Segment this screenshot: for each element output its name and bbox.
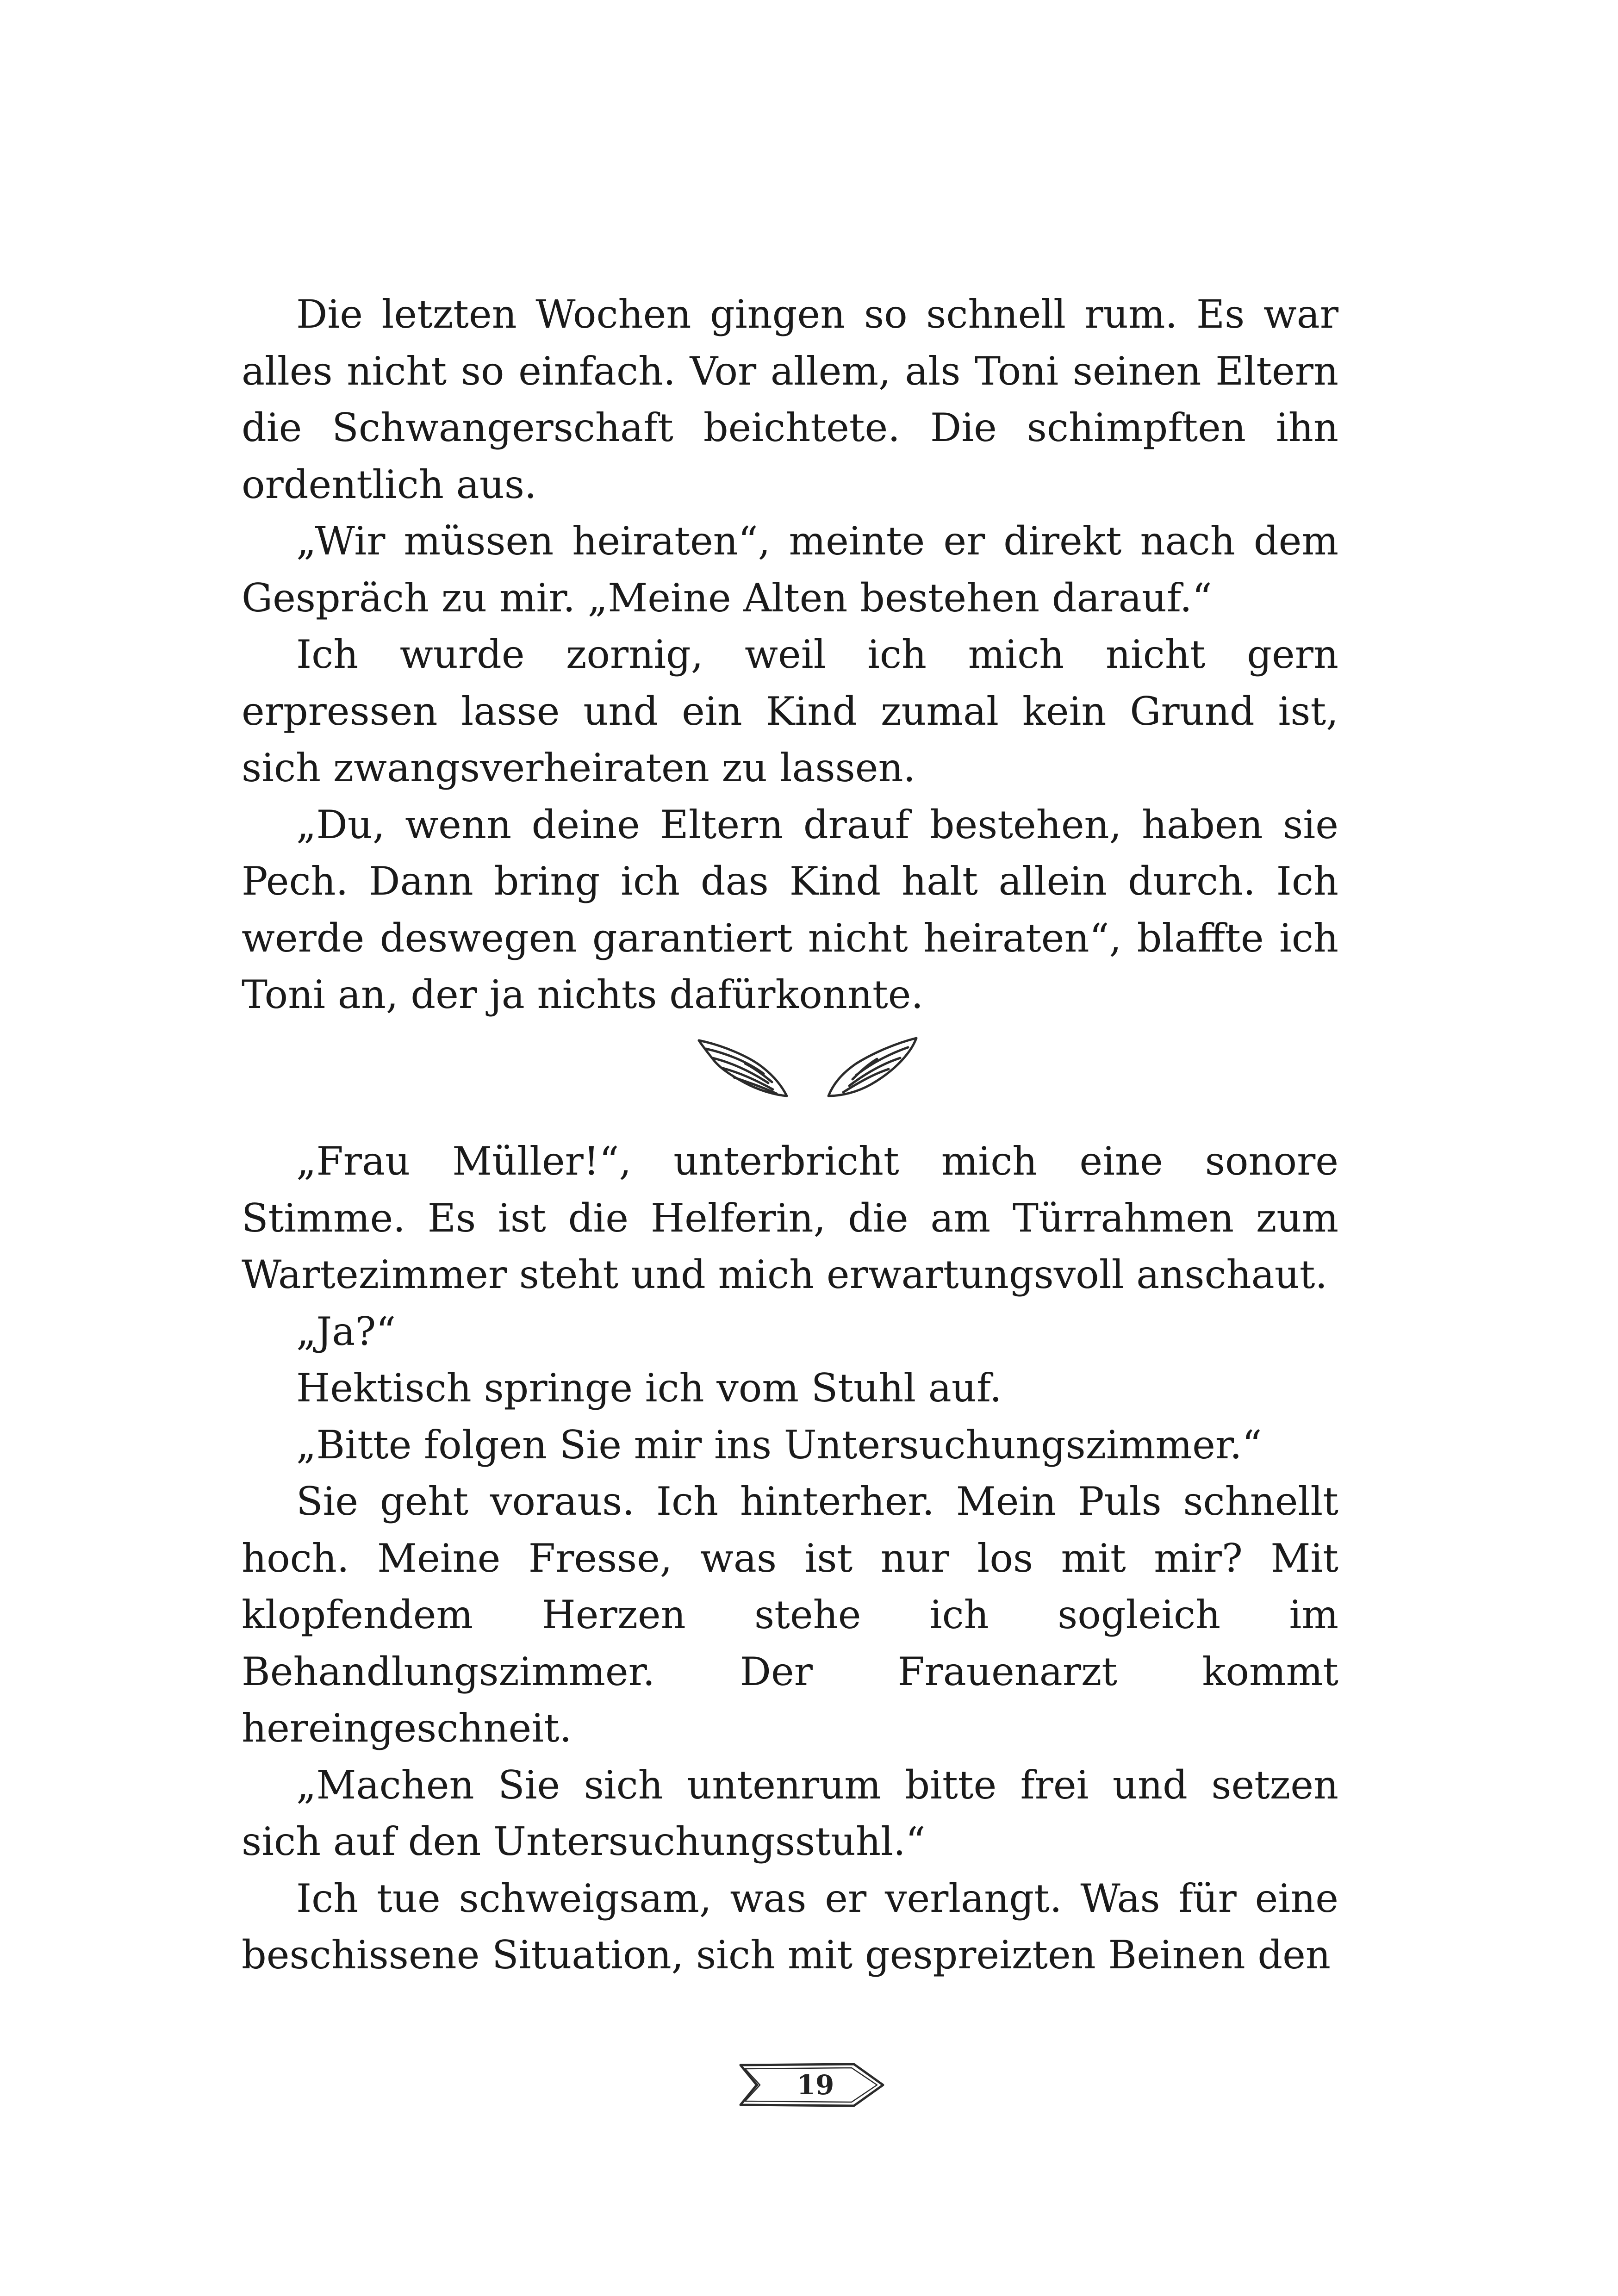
paragraph: Sie geht voraus. Ich hinterher. Mein Puls schnellt hoch. Meine Fresse, was ist nur los mit mir? Mit klopfendem Herzen stehe ich sogleich im Behandlungszimmer. Der Frauenarzt kommt hereingeschneit.: [242, 1479, 1338, 1751]
page-number: 19: [797, 2069, 834, 2101]
paragraph: „Frau Müller!“, unterbricht mich eine sonore Stimme. Es ist die Helferin, die am Türrahmen zum Wartezimmer steht und mich erwartungsvoll anschaut.: [242, 1139, 1338, 1297]
paragraph: „Wir müssen heiraten“, meinte er direkt nach dem Gespräch zu mir. „Meine Alten bestehen darauf.“: [242, 518, 1338, 621]
paragraph: Hektisch springe ich vom Stuhl auf.: [296, 1365, 1002, 1411]
paragraph: Ich tue schweigsam, was er verlangt. Was für eine beschissene Situation, sich mit gespreizten Beinen den: [242, 1875, 1338, 1978]
paragraph: Die letzten Wochen gingen so schnell rum. Es war alles nicht so einfach. Vor allem, als Toni seinen Eltern die Schwangerschaft beichtete. Die schimpften ihn ordentlich aus.: [242, 292, 1338, 507]
angel-wings-icon: [694, 1031, 921, 1105]
text-section-before-break: [242, 286, 1338, 1023]
paragraph: „Bitte folgen Sie mir ins Untersuchungszimmer.“: [296, 1422, 1262, 1468]
paragraph: „Machen Sie sich untenrum bitte frei und setzen sich auf den Untersuchungsstuhl.“: [242, 1762, 1338, 1864]
page-number-badge: [736, 2060, 889, 2110]
text-section-after-break: [242, 1133, 1338, 1984]
paragraph: „Ja?“: [296, 1308, 396, 1354]
paragraph: Ich wurde zornig, weil ich mich nicht gern erpressen lasse und ein Kind zumal kein Grund ist, sich zwangsverheiraten zu lassen.: [242, 632, 1338, 790]
paragraph: „Du, wenn deine Eltern drauf bestehen, haben sie Pech. Dann bring ich das Kind halt allein durch. Ich werde deswegen garantiert nicht heiraten“, blaffte ich Toni an, der ja nichts dafürkonnte.: [242, 802, 1338, 1017]
